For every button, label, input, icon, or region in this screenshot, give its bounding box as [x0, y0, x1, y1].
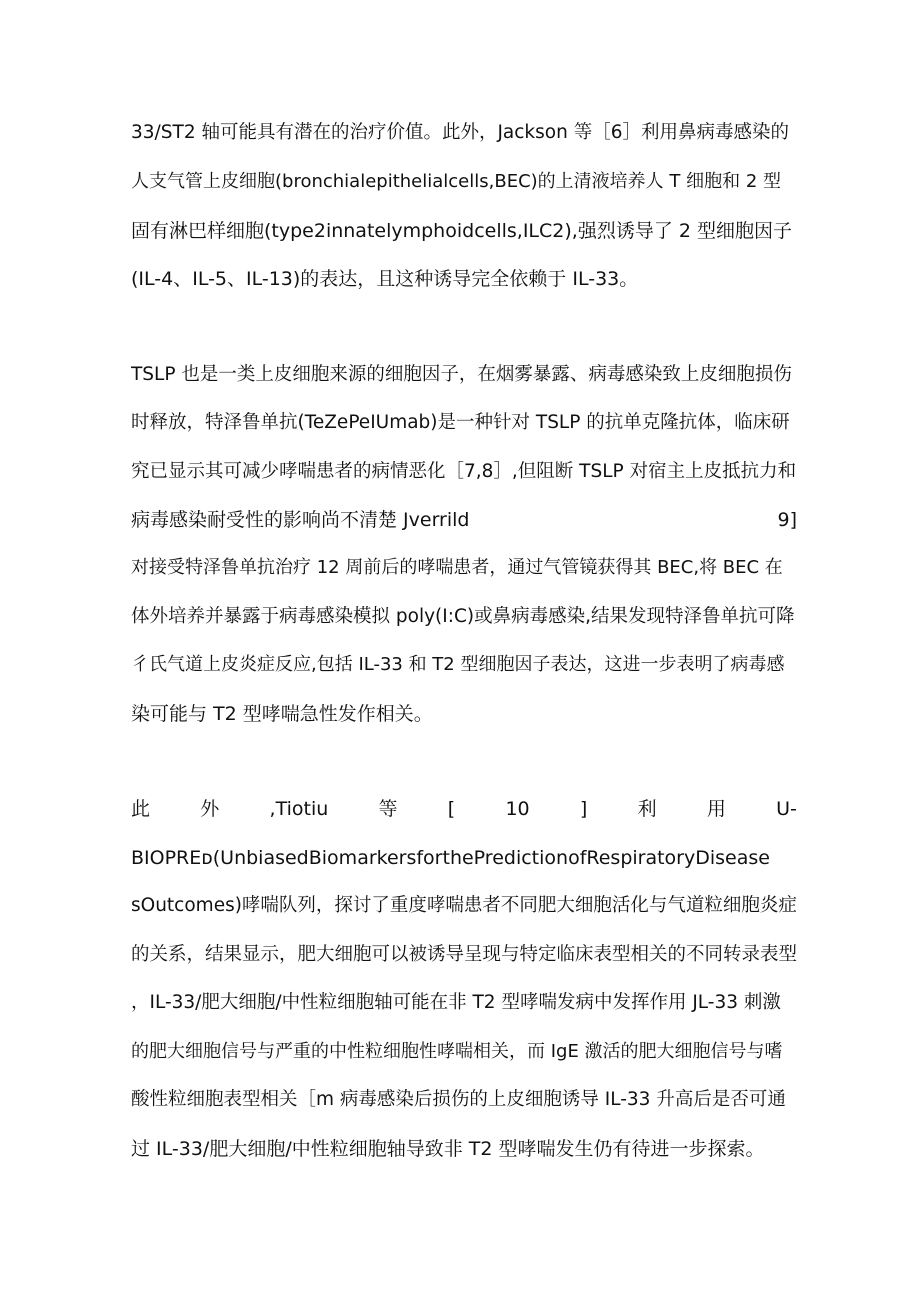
text-line: 33/ST2 轴可能具有潜在的治疗价值。此外，Jackson 等［6］利用鼻病毒感染的 — [131, 122, 789, 143]
text-token: U- — [776, 798, 797, 820]
text-line: 酸性粒细胞表型相关［m 病毒感染后损伤的上皮细胞诱导 IL-33 升高后是否可通 — [131, 1089, 786, 1110]
text-token: 此 — [131, 798, 151, 820]
citation-fragment: 9] — [777, 509, 797, 531]
text-line: 时释放，特泽鲁单抗(TeZePeIUmab)是一种针对 TSLP 的抗单克隆抗体，临床研 — [131, 412, 790, 433]
text-token: 外 — [200, 798, 220, 820]
text-line: sOutcomes)哮喘队列，探讨了重度哮喘患者不同肥大细胞活化与气道粒细胞炎症 — [131, 895, 797, 916]
text-token: ,Tiotiu — [269, 798, 329, 820]
text-line: (IL-4、IL-5、IL-13)的表达，且这种诱导完全依赖于 IL-33。 — [131, 268, 639, 290]
text-line: 体外培养并暴露于病毒感染模拟 poly(I:C)或鼻病毒感染,结果发现特泽鲁单抗可降 — [131, 606, 795, 627]
text-line: 究已显示其可减少哮喘患者的病情恶化［7,8］,但阻断 TSLP 对宿主上皮抵抗力和 — [131, 461, 797, 482]
text-line: 的肥大细胞信号与严重的中性粒细胞性哮喘相关，而 IgE 激活的肥大细胞信号与嗜 — [131, 1041, 783, 1062]
text-line: 人支气管上皮细胞(bronchialepithelialcells,BEC)的上清液培养人 T 细胞和 2 型 — [131, 171, 782, 192]
text-line: 染可能与 T2 型哮喘急性发作相关。 — [131, 703, 433, 725]
text-line: 对接受特泽鲁单抗治疗 12 周前后的哮喘患者，通过气管镜获得其 BEC,将 BEC 在 — [131, 557, 783, 578]
text-line: ，IL-33/肥大细胞/中性粒细胞轴可能在非 T2 型哮喘发病中发挥作用 JL-33 刺激 — [131, 992, 781, 1013]
text-line: 固有淋巴样细胞(type2innatelymphoidcells,ILC2),强烈诱导了 2 型细胞因子 — [131, 220, 792, 242]
text-line: TSLP 也是一类上皮细胞来源的细胞因子，在烟雾暴露、病毒感染致上皮细胞损伤 — [131, 364, 792, 385]
text-token: 10 — [505, 798, 530, 820]
text-line: 过 IL-33/肥大细胞/中性粒细胞轴导致非 T2 型哮喘发生仍有待进一步探索。 — [131, 1138, 765, 1160]
text-token: ] — [579, 798, 588, 820]
text-token: 等 — [378, 798, 398, 820]
text-segment: 病毒感染耐受性的影响尚不清楚 Jverrild — [131, 509, 470, 531]
text-token: 利 — [637, 798, 657, 820]
text-line: 彳氏气道上皮炎症反应,包括 IL-33 和 T2 型细胞因子表达，这进一步表明了病毒感 — [131, 654, 785, 675]
text-line: BIOPREᴅ(UnbiasedBiomarkersforthePredictionofRespiratoryDisease — [131, 847, 770, 869]
text-token: 用 — [706, 798, 726, 820]
text-line-spread — [131, 796, 797, 822]
text-line: 的关系，结果显示，肥大细胞可以被诱导呈现与特定临床表型相关的不同转录表型 — [131, 944, 797, 965]
text-token: [ — [447, 798, 456, 820]
text-line-split — [131, 507, 797, 533]
